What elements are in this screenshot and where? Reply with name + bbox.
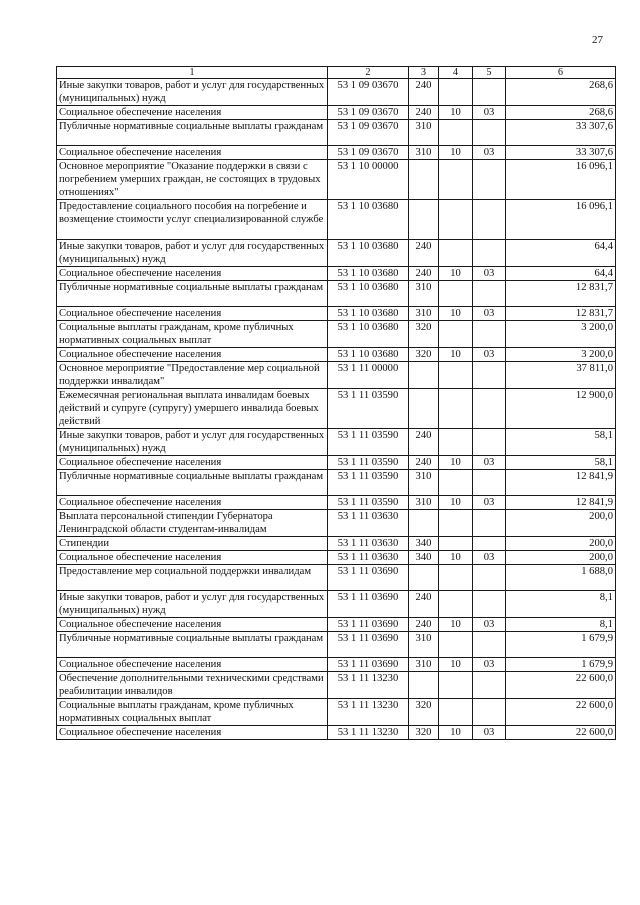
table-row xyxy=(57,160,616,200)
cell-amount: 22 600,0 xyxy=(506,672,616,699)
cell-sub xyxy=(473,160,506,200)
cell-name: Социальное обеспечение населения xyxy=(57,106,328,120)
cell-name: Основное мероприятие "Предоставление мер социальной поддержки инвалидам" xyxy=(57,362,328,389)
table-row xyxy=(57,565,616,591)
cell-type xyxy=(409,389,439,429)
cell-type: 310 xyxy=(409,496,439,510)
cell-name: Иные закупки товаров, работ и услуг для государственных (муниципальных) нужд xyxy=(57,429,328,456)
table-row xyxy=(57,456,616,470)
cell-code: 53 1 11 13230 xyxy=(328,672,409,699)
cell-sec: 10 xyxy=(439,106,473,120)
cell-amount: 33 307,6 xyxy=(506,120,616,146)
table-row xyxy=(57,591,616,618)
cell-name: Иные закупки товаров, работ и услуг для государственных (муниципальных) нужд xyxy=(57,591,328,618)
cell-sec: 10 xyxy=(439,146,473,160)
cell-name: Социальное обеспечение населения xyxy=(57,456,328,470)
cell-amount: 12 831,7 xyxy=(506,281,616,307)
cell-code: 53 1 11 13230 xyxy=(328,699,409,726)
cell-code: 53 1 10 03680 xyxy=(328,348,409,362)
cell-type xyxy=(409,672,439,699)
table-row xyxy=(57,618,616,632)
table-row xyxy=(57,120,616,146)
cell-code: 53 1 11 03630 xyxy=(328,537,409,551)
cell-sub xyxy=(473,537,506,551)
table-row xyxy=(57,672,616,699)
table-row xyxy=(57,699,616,726)
cell-code: 53 1 11 13230 xyxy=(328,726,409,740)
cell-name: Ежемесячная региональная выплата инвалидам боевых действий и супруге (супругу) умершего инвалида боевых действий xyxy=(57,389,328,429)
cell-name: Социальное обеспечение населения xyxy=(57,658,328,672)
cell-sub xyxy=(473,362,506,389)
cell-code: 53 1 09 03670 xyxy=(328,79,409,106)
cell-sub xyxy=(473,510,506,537)
cell-sec xyxy=(439,470,473,496)
cell-type: 240 xyxy=(409,456,439,470)
cell-amount: 33 307,6 xyxy=(506,146,616,160)
cell-code: 53 1 11 03630 xyxy=(328,551,409,565)
table-row xyxy=(57,658,616,672)
cell-sub: 03 xyxy=(473,496,506,510)
cell-sub xyxy=(473,429,506,456)
cell-sub xyxy=(473,389,506,429)
cell-amount: 58,1 xyxy=(506,456,616,470)
cell-type xyxy=(409,510,439,537)
cell-amount: 16 096,1 xyxy=(506,200,616,240)
table-body xyxy=(57,79,616,740)
cell-sub xyxy=(473,79,506,106)
cell-type: 320 xyxy=(409,321,439,348)
cell-sub: 03 xyxy=(473,106,506,120)
cell-sec: 10 xyxy=(439,726,473,740)
cell-code: 53 1 10 03680 xyxy=(328,200,409,240)
cell-code: 53 1 10 03680 xyxy=(328,281,409,307)
table-row xyxy=(57,551,616,565)
cell-sub: 03 xyxy=(473,551,506,565)
cell-amount: 12 900,0 xyxy=(506,389,616,429)
cell-sec xyxy=(439,79,473,106)
cell-name: Публичные нормативные социальные выплаты гражданам xyxy=(57,632,328,658)
header-cell: 2 xyxy=(328,67,409,79)
cell-amount: 200,0 xyxy=(506,551,616,565)
cell-sub xyxy=(473,281,506,307)
cell-name: Социальное обеспечение населения xyxy=(57,726,328,740)
cell-code: 53 1 11 03590 xyxy=(328,496,409,510)
table-row xyxy=(57,389,616,429)
cell-type xyxy=(409,565,439,591)
cell-type: 310 xyxy=(409,307,439,321)
cell-sec: 10 xyxy=(439,658,473,672)
table-row xyxy=(57,267,616,281)
table-row xyxy=(57,537,616,551)
budget-table xyxy=(56,66,616,740)
header-cell: 1 xyxy=(57,67,328,79)
cell-code: 53 1 09 03670 xyxy=(328,106,409,120)
cell-name: Публичные нормативные социальные выплаты гражданам xyxy=(57,470,328,496)
cell-sub: 03 xyxy=(473,348,506,362)
cell-name: Стипендии xyxy=(57,537,328,551)
cell-amount: 64,4 xyxy=(506,267,616,281)
cell-type xyxy=(409,362,439,389)
cell-sec xyxy=(439,699,473,726)
cell-sub xyxy=(473,565,506,591)
cell-code: 53 1 10 03680 xyxy=(328,321,409,348)
cell-type: 320 xyxy=(409,348,439,362)
cell-amount: 268,6 xyxy=(506,106,616,120)
cell-amount: 8,1 xyxy=(506,618,616,632)
cell-name: Публичные нормативные социальные выплаты гражданам xyxy=(57,281,328,307)
page-number: 27 xyxy=(592,34,603,46)
cell-sec: 10 xyxy=(439,348,473,362)
cell-code: 53 1 11 03590 xyxy=(328,456,409,470)
cell-name: Социальное обеспечение населения xyxy=(57,496,328,510)
table-row xyxy=(57,240,616,267)
table-row xyxy=(57,362,616,389)
cell-sub: 03 xyxy=(473,146,506,160)
cell-code: 53 1 11 03590 xyxy=(328,389,409,429)
cell-sec xyxy=(439,389,473,429)
cell-sub xyxy=(473,200,506,240)
cell-sub xyxy=(473,321,506,348)
cell-type: 240 xyxy=(409,429,439,456)
cell-amount: 1 679,9 xyxy=(506,658,616,672)
cell-type: 240 xyxy=(409,267,439,281)
table-row xyxy=(57,429,616,456)
cell-code: 53 1 11 03690 xyxy=(328,565,409,591)
cell-type: 240 xyxy=(409,79,439,106)
cell-type: 310 xyxy=(409,146,439,160)
cell-sub xyxy=(473,591,506,618)
header-row xyxy=(57,67,616,79)
cell-amount: 1 688,0 xyxy=(506,565,616,591)
cell-sec xyxy=(439,632,473,658)
cell-sec xyxy=(439,200,473,240)
cell-sub xyxy=(473,470,506,496)
cell-name: Обеспечение дополнительными техническими средствами реабилитации инвалидов xyxy=(57,672,328,699)
cell-type: 240 xyxy=(409,618,439,632)
cell-sub xyxy=(473,240,506,267)
cell-code: 53 1 09 03670 xyxy=(328,146,409,160)
cell-sub: 03 xyxy=(473,456,506,470)
cell-amount: 22 600,0 xyxy=(506,699,616,726)
table-row xyxy=(57,200,616,240)
cell-sec xyxy=(439,565,473,591)
table-row xyxy=(57,632,616,658)
cell-code: 53 1 11 03590 xyxy=(328,429,409,456)
cell-name: Социальные выплаты гражданам, кроме публичных нормативных социальных выплат xyxy=(57,321,328,348)
cell-type xyxy=(409,200,439,240)
cell-type: 320 xyxy=(409,699,439,726)
cell-name: Предоставление социального пособия на погребение и возмещение стоимости услуг специализированной службе xyxy=(57,200,328,240)
cell-type: 310 xyxy=(409,632,439,658)
table-row xyxy=(57,726,616,740)
cell-amount: 3 200,0 xyxy=(506,321,616,348)
cell-name: Публичные нормативные социальные выплаты гражданам xyxy=(57,120,328,146)
cell-code: 53 1 11 03630 xyxy=(328,510,409,537)
header-cell: 5 xyxy=(473,67,506,79)
cell-sub: 03 xyxy=(473,267,506,281)
cell-type: 340 xyxy=(409,551,439,565)
cell-amount: 12 841,9 xyxy=(506,496,616,510)
cell-name: Социальное обеспечение населения xyxy=(57,551,328,565)
cell-name: Иные закупки товаров, работ и услуг для государственных (муниципальных) нужд xyxy=(57,240,328,267)
cell-amount: 37 811,0 xyxy=(506,362,616,389)
cell-sub xyxy=(473,672,506,699)
cell-amount: 16 096,1 xyxy=(506,160,616,200)
cell-code: 53 1 11 03590 xyxy=(328,470,409,496)
cell-name: Предоставление мер социальной поддержки инвалидам xyxy=(57,565,328,591)
cell-name: Социальное обеспечение населения xyxy=(57,267,328,281)
cell-name: Социальные выплаты гражданам, кроме публичных нормативных социальных выплат xyxy=(57,699,328,726)
cell-code: 53 1 10 00000 xyxy=(328,160,409,200)
cell-sec: 10 xyxy=(439,496,473,510)
cell-sec xyxy=(439,120,473,146)
cell-sec xyxy=(439,537,473,551)
cell-sec xyxy=(439,672,473,699)
table-row xyxy=(57,496,616,510)
cell-sub: 03 xyxy=(473,726,506,740)
cell-type: 320 xyxy=(409,726,439,740)
cell-name: Социальное обеспечение населения xyxy=(57,618,328,632)
table-row xyxy=(57,348,616,362)
cell-sec xyxy=(439,429,473,456)
cell-name: Социальное обеспечение населения xyxy=(57,146,328,160)
cell-amount: 22 600,0 xyxy=(506,726,616,740)
cell-sec: 10 xyxy=(439,456,473,470)
cell-sec: 10 xyxy=(439,618,473,632)
table-row xyxy=(57,146,616,160)
cell-code: 53 1 10 03680 xyxy=(328,307,409,321)
cell-sub: 03 xyxy=(473,307,506,321)
cell-code: 53 1 11 03690 xyxy=(328,632,409,658)
cell-amount: 3 200,0 xyxy=(506,348,616,362)
cell-sub: 03 xyxy=(473,658,506,672)
cell-sec: 10 xyxy=(439,267,473,281)
cell-type: 310 xyxy=(409,281,439,307)
cell-name: Иные закупки товаров, работ и услуг для государственных (муниципальных) нужд xyxy=(57,79,328,106)
cell-amount: 12 841,9 xyxy=(506,470,616,496)
cell-code: 53 1 11 03690 xyxy=(328,658,409,672)
table-row xyxy=(57,307,616,321)
table-row xyxy=(57,281,616,307)
cell-amount: 8,1 xyxy=(506,591,616,618)
cell-type: 310 xyxy=(409,120,439,146)
cell-type: 240 xyxy=(409,591,439,618)
cell-amount: 1 679,9 xyxy=(506,632,616,658)
cell-sec xyxy=(439,362,473,389)
cell-amount: 200,0 xyxy=(506,510,616,537)
cell-name: Основное мероприятие "Оказание поддержки в связи с погребением умерших граждан, не состоящих в трудовых отношениях" xyxy=(57,160,328,200)
cell-type xyxy=(409,160,439,200)
cell-sec: 10 xyxy=(439,307,473,321)
header-cell: 3 xyxy=(409,67,439,79)
header-cell: 4 xyxy=(439,67,473,79)
cell-name: Выплата персональной стипендии Губернатора Ленинградской области студентам-инвалидам xyxy=(57,510,328,537)
cell-sec xyxy=(439,510,473,537)
cell-sec xyxy=(439,240,473,267)
cell-amount: 268,6 xyxy=(506,79,616,106)
cell-sec: 10 xyxy=(439,551,473,565)
cell-type: 240 xyxy=(409,106,439,120)
table-row xyxy=(57,510,616,537)
cell-code: 53 1 11 03690 xyxy=(328,618,409,632)
table-row xyxy=(57,79,616,106)
cell-sec xyxy=(439,281,473,307)
cell-sub: 03 xyxy=(473,618,506,632)
cell-amount: 200,0 xyxy=(506,537,616,551)
cell-type: 340 xyxy=(409,537,439,551)
cell-amount: 64,4 xyxy=(506,240,616,267)
cell-sub xyxy=(473,699,506,726)
cell-type: 310 xyxy=(409,658,439,672)
cell-code: 53 1 10 03680 xyxy=(328,267,409,281)
cell-code: 53 1 09 03670 xyxy=(328,120,409,146)
cell-amount: 12 831,7 xyxy=(506,307,616,321)
table-row xyxy=(57,321,616,348)
cell-sub xyxy=(473,120,506,146)
cell-code: 53 1 11 00000 xyxy=(328,362,409,389)
cell-type: 240 xyxy=(409,240,439,267)
cell-name: Социальное обеспечение населения xyxy=(57,348,328,362)
cell-type: 310 xyxy=(409,470,439,496)
cell-code: 53 1 10 03680 xyxy=(328,240,409,267)
cell-sec xyxy=(439,321,473,348)
cell-amount: 58,1 xyxy=(506,429,616,456)
header-cell: 6 xyxy=(506,67,616,79)
table-row xyxy=(57,106,616,120)
cell-sub xyxy=(473,632,506,658)
cell-sec xyxy=(439,591,473,618)
cell-code: 53 1 11 03690 xyxy=(328,591,409,618)
cell-name: Социальное обеспечение населения xyxy=(57,307,328,321)
cell-sec xyxy=(439,160,473,200)
table-row xyxy=(57,470,616,496)
